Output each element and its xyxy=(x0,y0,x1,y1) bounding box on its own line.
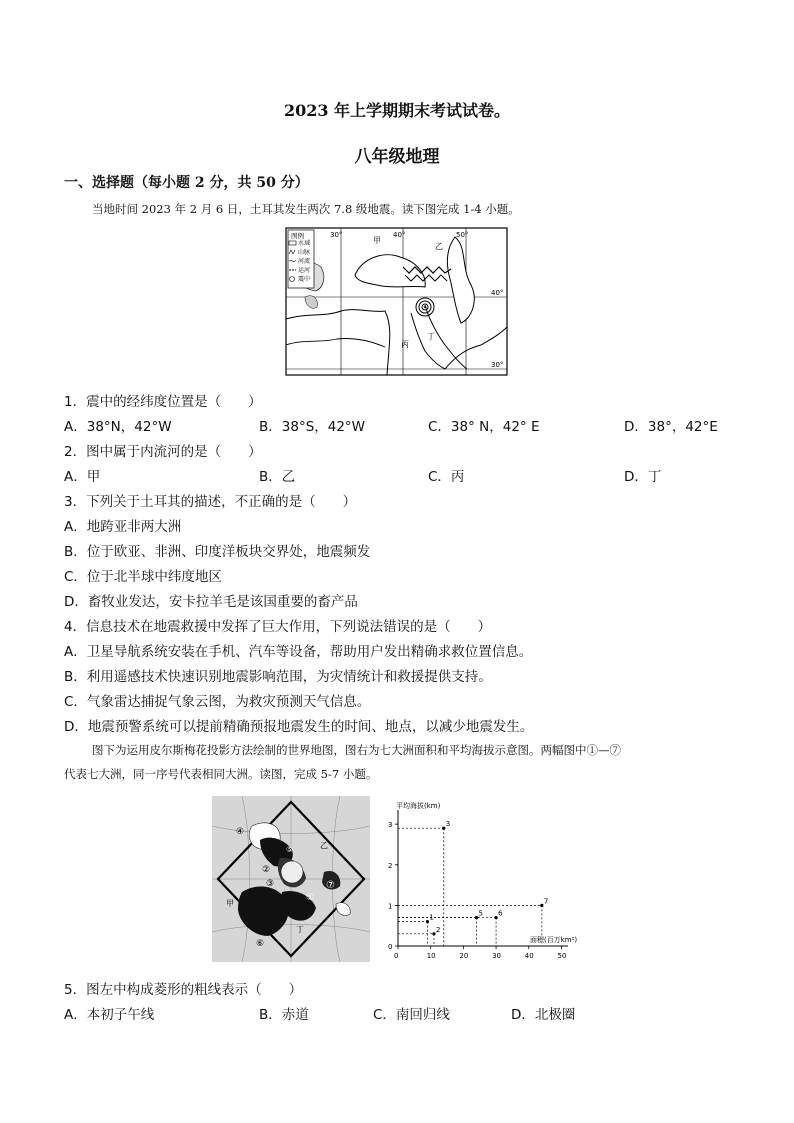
exam-title: 2023 年上学期期末考试试卷。 xyxy=(283,101,511,120)
question-5-option-b[interactable]: B．赤道 xyxy=(259,1007,309,1023)
question-3-option-c[interactable]: C．位于北半球中纬度地区 xyxy=(64,569,222,585)
question-5-option-a[interactable]: A．本初子午线 xyxy=(64,1007,155,1023)
place-label-jia: 甲 xyxy=(373,236,381,245)
quincuncial-world-map xyxy=(212,796,370,962)
chart-x-tick-label: 50 xyxy=(557,952,567,960)
question-3-option-d[interactable]: D．畜牧业发达，安卡拉羊毛是该国重要的畜产品 xyxy=(64,594,358,610)
question-3-option-a[interactable]: A．地跨亚非两大洲 xyxy=(64,519,182,535)
legend-title: 图例 xyxy=(291,232,304,240)
map2-label-6: ⑥ xyxy=(256,939,265,949)
question-1-option-a[interactable]: A．38°N，42°W xyxy=(64,419,172,435)
chart-y-tick-label: 3 xyxy=(388,821,393,830)
chart-y-tick-label: 0 xyxy=(388,943,393,951)
question-4-stem: 4．信息技术在地震救援中发挥了巨大作用，下列说法错误的是（ ） xyxy=(64,619,492,635)
question-4-option-c[interactable]: C．气象雷达捕捉气象云图，为救灾预测天气信息。 xyxy=(64,694,371,710)
question-1-stem: 1．震中的经纬度位置是（ ） xyxy=(64,394,262,410)
question-1-option-c[interactable]: C．38° N，42° E xyxy=(428,419,540,435)
chart-point-label: 7 xyxy=(543,897,549,906)
question-5-option-c[interactable]: C．南回归线 xyxy=(373,1007,450,1023)
map2-label-7: ⑦ xyxy=(326,880,335,891)
question-2-option-d[interactable]: D．丁 xyxy=(624,469,662,485)
legend-mountain: 山脉 xyxy=(298,249,311,256)
exam-subtitle: 八年级地理 xyxy=(354,147,440,167)
question-1-option-d[interactable]: D．38°，42°E xyxy=(624,419,718,435)
chart-point-label: 1 xyxy=(429,913,434,922)
lat-label-30: 30° xyxy=(491,361,504,369)
chart-y-tick-label: 1 xyxy=(388,902,393,911)
question-2-stem: 2．图中属于内流河的是（ ） xyxy=(64,444,262,460)
legend-canal: 运河 xyxy=(298,267,311,274)
place-label-yi: 乙 xyxy=(435,242,443,251)
lon-label-40: 40° xyxy=(393,231,406,239)
question-4-option-b[interactable]: B．利用遥感技术快速识别地震影响范围，为灾情统计和救援提供支持。 xyxy=(64,669,492,685)
section-intro: 当地时间 2023 年 2 月 6 日，土耳其发生两次 7.8 级地震。读下图完成 1-4 小题。 xyxy=(92,202,520,216)
continent-area-elevation-chart xyxy=(378,796,578,962)
question-4-option-a[interactable]: A．卫星导航系统安装在手机、汽车等设备，帮助用户发出精确求救位置信息。 xyxy=(64,644,533,660)
legend-epicenter: 震中 xyxy=(298,276,311,283)
lon-label-30: 30° xyxy=(330,231,343,239)
question-4-option-d[interactable]: D．地震预警系统可以提前精确预报地震发生的时间、地点，以减少地震发生。 xyxy=(64,719,534,735)
legend-water: 水域 xyxy=(298,240,311,247)
question-2-option-b[interactable]: B．乙 xyxy=(259,469,296,485)
map2-label-ding: 丁 xyxy=(296,925,304,934)
chart-point-label: 5 xyxy=(478,909,483,918)
map2-label-2: ② xyxy=(262,865,271,875)
map2-label-5: ⑤ xyxy=(286,845,294,854)
question-5-option-d[interactable]: D．北极圈 xyxy=(511,1007,576,1023)
legend-river: 河流 xyxy=(298,258,311,265)
chart-x-tick-label: 40 xyxy=(524,952,534,960)
chart-point-label: 2 xyxy=(435,925,441,934)
question-5-stem: 5．图左中构成菱形的粗线表示（ ） xyxy=(64,982,303,998)
lon-label-50: 50° xyxy=(456,231,469,239)
place-label-ding: 丁 xyxy=(427,332,435,341)
map2-label-jia: 甲 xyxy=(226,899,234,908)
question-2-option-a[interactable]: A．甲 xyxy=(64,469,101,485)
place-label-bing: 丙 xyxy=(401,340,409,349)
map2-label-yi: 乙 xyxy=(320,841,328,850)
turkey-map xyxy=(285,227,509,377)
chart-point-label: 3 xyxy=(445,820,451,829)
question-2-option-c[interactable]: C．丙 xyxy=(428,469,465,485)
section2-intro-line1: 图下为运用皮尔斯梅花投影方法绘制的世界地图，图右为七大洲面积和平均海拔示意图。两幅图中①—⑦ xyxy=(92,743,621,757)
map2-label-4: ④ xyxy=(236,827,245,837)
question-1-option-b[interactable]: B．38°S，42°W xyxy=(259,419,366,435)
chart-x-tick-label: 0 xyxy=(394,952,399,960)
map2-label-3: ③ xyxy=(266,879,275,889)
chart-xlabel: 面积(百万km²) xyxy=(530,936,578,944)
lat-label-40: 40° xyxy=(491,289,504,297)
chart-x-tick-label: 10 xyxy=(426,952,436,960)
chart-ylabel: 平均海拔(km) xyxy=(396,802,441,810)
chart-x-tick-label: 30 xyxy=(492,952,501,960)
map2-label-1: ① xyxy=(306,893,315,903)
chart-y-tick-label: 2 xyxy=(388,861,393,870)
chart-x-tick-label: 20 xyxy=(459,952,469,960)
question-3-stem: 3．下列关于土耳其的描述，不正确的是（ ） xyxy=(64,494,357,510)
section-heading: 一、选择题（每小题 2 分，共 50 分） xyxy=(64,175,309,191)
section2-intro-line2: 代表七大洲，同一序号代表相同大洲。读图，完成 5-7 小题。 xyxy=(64,767,378,781)
chart-point-label: 6 xyxy=(498,909,503,918)
question-3-option-b[interactable]: B．位于欧亚、非洲、印度洋板块交界处，地震频发 xyxy=(64,544,371,560)
